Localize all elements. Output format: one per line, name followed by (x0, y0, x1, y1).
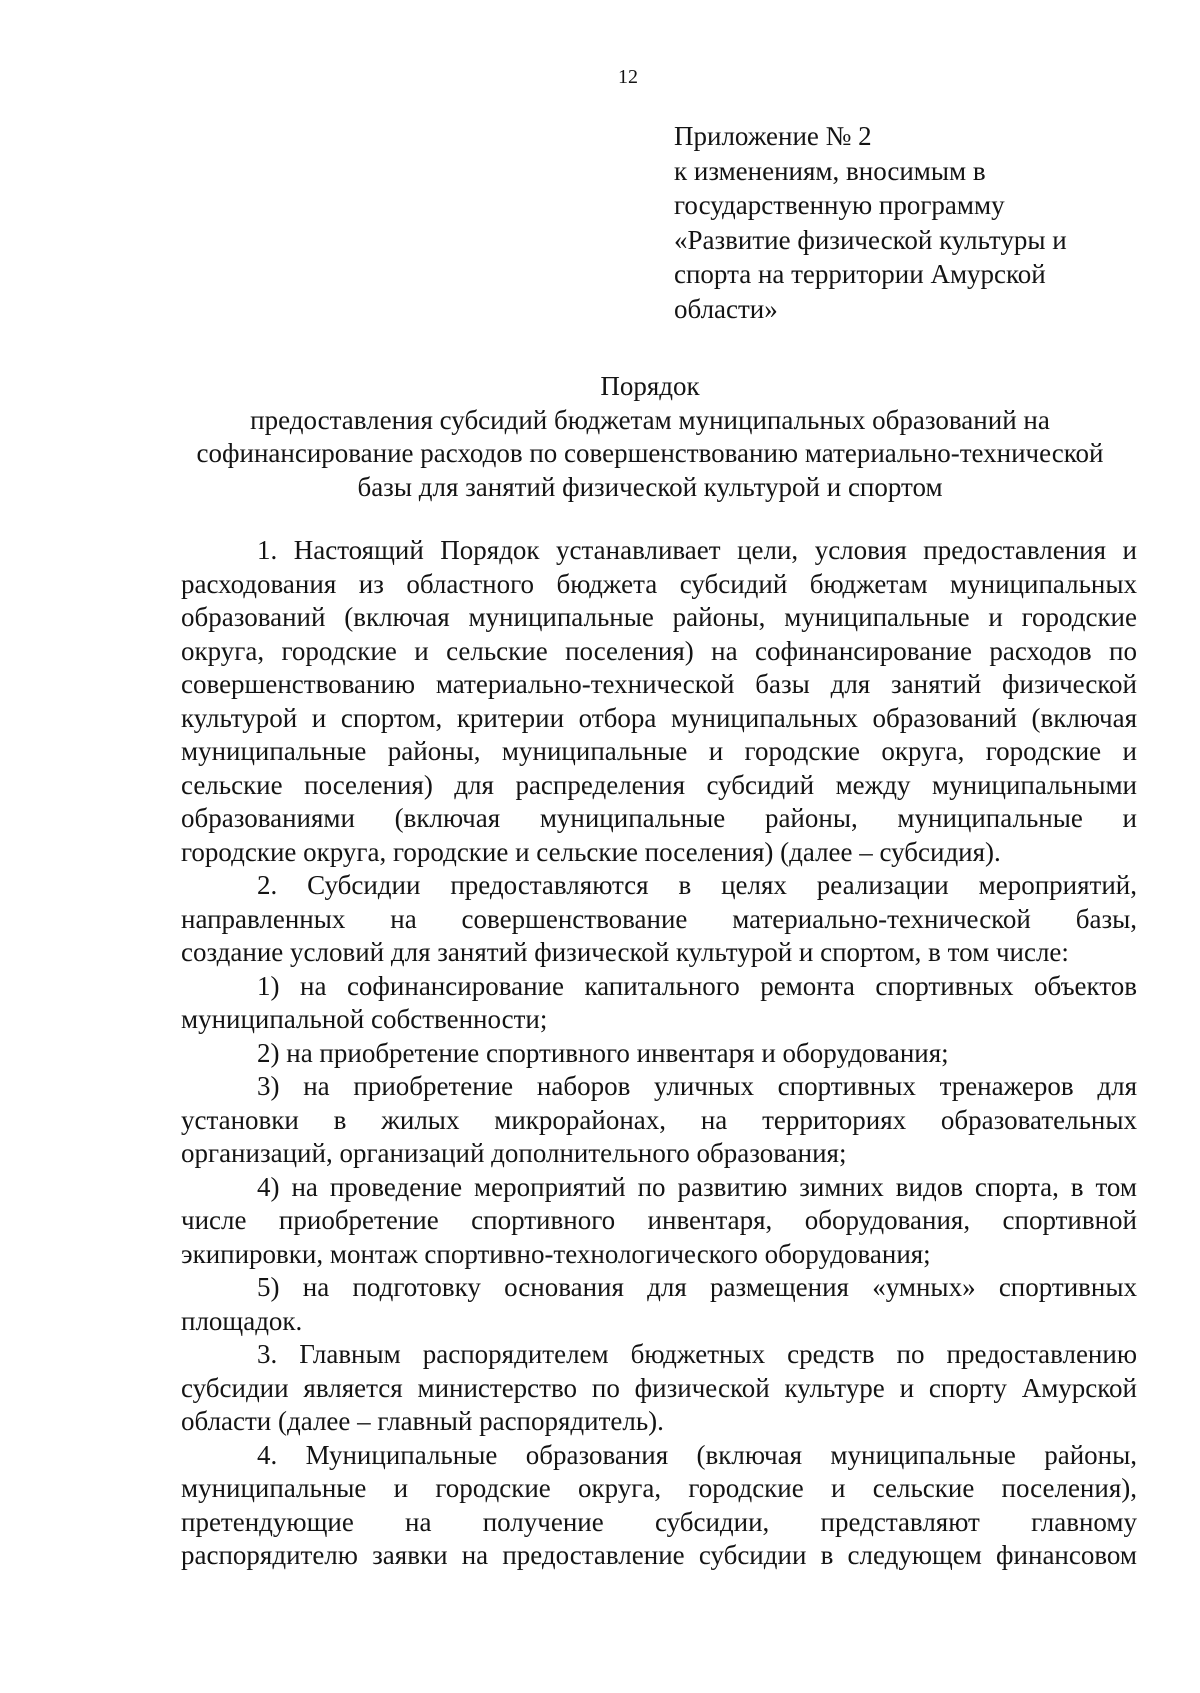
paragraph-line: площадок. (181, 1305, 303, 1336)
paragraph-line: округа, городские и сельские поселения) на софинансирование расходов по (181, 635, 1137, 666)
paragraph-line: области (далее – главный распорядитель). (181, 1406, 664, 1436)
heading-subtitle-line: предоставления субсидий бюджетам муниципальных образований на (250, 404, 1050, 435)
page-number: 12 (618, 66, 638, 88)
paragraph-line: числе приобретение спортивного инвентаря, оборудования, спортивной (181, 1205, 1137, 1235)
paragraph (181, 869, 1137, 970)
appendix-note (674, 119, 1174, 326)
paragraph-line: распорядителю заявки на предоставление субсидии в следующем финансовом (181, 1540, 1137, 1570)
paragraph (181, 1070, 1137, 1171)
paragraph (181, 1171, 1137, 1272)
paragraph-line: 3. Главным распорядителем бюджетных средств по предоставлению (257, 1339, 1137, 1369)
paragraph-line: создание условий для занятий физической культурой и спортом, в том числе: (181, 937, 1069, 967)
paragraph-line: 3) на приобретение наборов уличных спортивных тренажеров для (257, 1071, 1137, 1101)
paragraph-line: организаций, организаций дополнительного образования; (181, 1138, 847, 1168)
paragraph-line: 1. Настоящий Порядок устанавливает цели, условия предоставления и (257, 535, 1137, 565)
paragraph-line: городские округа, городские и сельские поселения) (далее – субсидия). (181, 836, 1001, 867)
paragraph-line: совершенствованию материально-технической базы для занятий физической (181, 669, 1137, 699)
paragraph-line: культурой и спортом, критерии отбора муниципальных образований (включая (181, 702, 1137, 733)
appendix-line: к изменениям, вносимым в (674, 155, 986, 186)
heading-subtitle-line: софинансирование расходов по совершенствованию материально-технической (196, 438, 1104, 468)
document-body (181, 534, 1137, 1573)
paragraph-line: 4. Муниципальные образования (включая муниципальные районы, (257, 1439, 1137, 1470)
paragraph-line: 1) на софинансирование капитального ремонта спортивных объектов (257, 970, 1137, 1001)
appendix-line: области» (674, 293, 778, 324)
paragraph-line: установки в жилых микрорайонах, на территориях образовательных (181, 1104, 1137, 1135)
appendix-line: государственную программу (674, 190, 1005, 220)
paragraph (181, 1271, 1137, 1338)
heading-subtitle-line: базы для занятий физической культурой и спортом (357, 471, 943, 502)
paragraph-line: муниципальные и городские округа, городские и сельские поселения), (181, 1473, 1137, 1503)
paragraph-line: субсидии является министерство по физической культуре и спорту Амурской (181, 1372, 1137, 1403)
appendix-line: спорта на территории Амурской (674, 259, 1046, 289)
document-heading (150, 370, 1150, 504)
paragraph (181, 1037, 1137, 1071)
paragraph-line: 4) на проведение мероприятий по развитию зимних видов спорта, в том (257, 1171, 1137, 1202)
paragraph (181, 970, 1137, 1037)
heading-title: Порядок (600, 371, 700, 401)
paragraph-line: 2) на приобретение спортивного инвентаря и оборудования; (257, 1037, 949, 1068)
appendix-line: «Развитие физической культуры и (674, 224, 1067, 255)
paragraph-line: сельские поселения) для распределения субсидий между муниципальными (181, 769, 1137, 800)
paragraph-line: муниципальные районы, муниципальные и городские округа, городские и (181, 736, 1137, 766)
paragraph-line: расходования из областного бюджета субсидий бюджетам муниципальных (181, 568, 1137, 599)
paragraph-line: претендующие на получение субсидии, представляют главному (181, 1506, 1137, 1537)
paragraph (181, 1338, 1137, 1439)
paragraph (181, 1439, 1137, 1573)
appendix-line: Приложение № 2 (674, 121, 872, 151)
paragraph-line: экипировки, монтаж спортивно-технологического оборудования; (181, 1238, 931, 1269)
paragraph (181, 534, 1137, 869)
paragraph-line: образованиями (включая муниципальные районы, муниципальные и (181, 803, 1137, 833)
paragraph-line: муниципальной собственности; (181, 1004, 548, 1034)
paragraph-line: 5) на подготовку основания для размещения «умных» спортивных (257, 1272, 1137, 1302)
paragraph-line: направленных на совершенствование материально-технической базы, (181, 903, 1137, 934)
paragraph-line: 2. Субсидии предоставляются в целях реализации мероприятий, (257, 870, 1137, 900)
paragraph-line: образований (включая муниципальные районы, муниципальные и городские (181, 602, 1137, 632)
